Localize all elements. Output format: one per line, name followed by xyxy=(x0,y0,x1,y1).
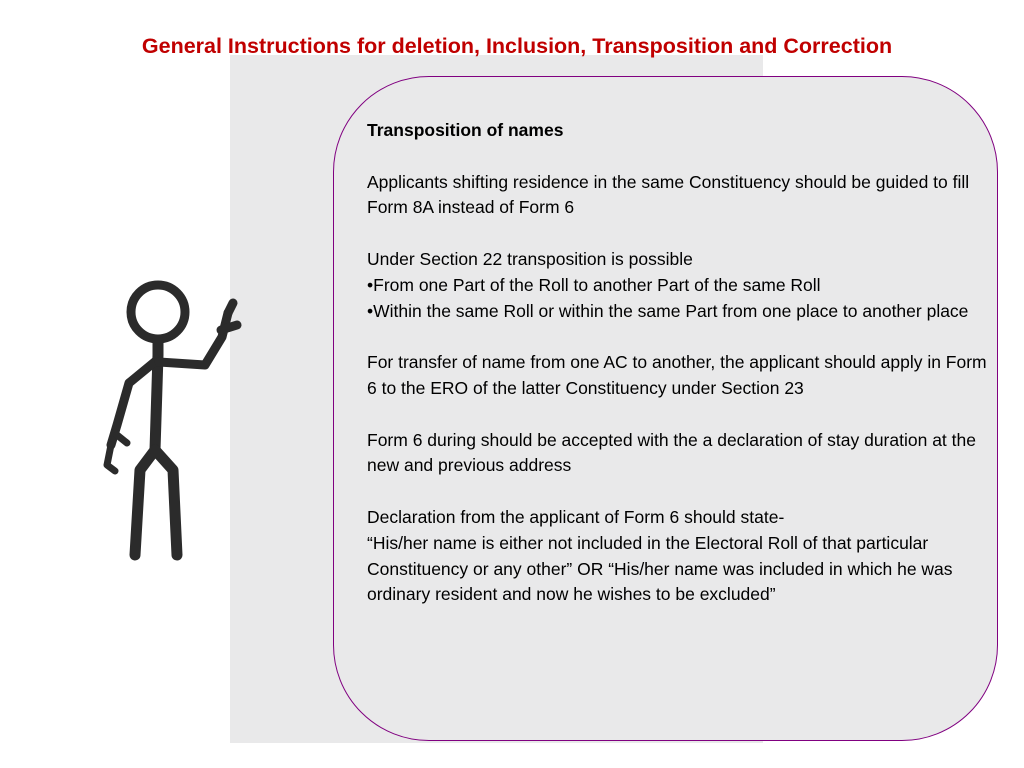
bullet-item: •Within the same Roll or within the same Part from one place to another place xyxy=(367,300,969,321)
callout-content xyxy=(367,118,992,608)
paragraph-declaration-intro: Declaration from the applicant of Form 6 should state- xyxy=(367,506,785,527)
callout-heading: Transposition of names xyxy=(367,120,564,140)
bullet-item: •From one Part of the Roll to another Part of the same Roll xyxy=(367,274,821,295)
slide-title: General Instructions for deletion, Inclusion, Transposition and Correction xyxy=(141,34,893,58)
paragraph-form-8a: Applicants shifting residence in the same Constituency should be guided to fill Form 8A instead of Form 6 xyxy=(367,171,970,218)
paragraph-declaration-quote: “His/her name is either not included in the Electoral Roll of that particular Constituency or any other” OR “His/her name was included in which he was ordinary resident and now he wishes to be excluded” xyxy=(367,532,953,605)
stick-figure-pointing-icon xyxy=(95,265,255,565)
paragraph-section-22-intro: Under Section 22 transposition is possible xyxy=(367,248,693,269)
paragraph-section-23: For transfer of name from one AC to another, the applicant should apply in Form 6 to the ERO of the latter Constituency under Section 23 xyxy=(367,352,987,398)
paragraph-form-6-declaration: Form 6 during should be accepted with the a declaration of stay duration at the new and previous address xyxy=(367,429,976,476)
